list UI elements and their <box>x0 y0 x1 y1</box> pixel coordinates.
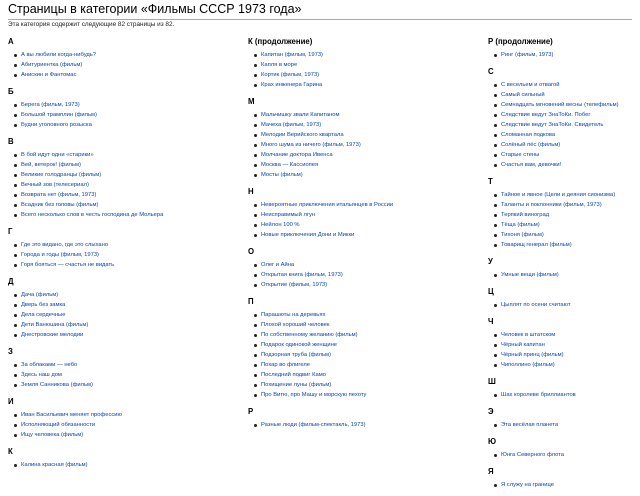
page-link[interactable]: Таланты и поклонники (фильм, 1973) <box>501 202 602 208</box>
page-link[interactable]: Молчание доктора Ивенса <box>261 152 333 158</box>
page-link[interactable]: Кортик (фильм, 1973) <box>261 72 320 78</box>
page-link[interactable]: Крах инженера Гарина <box>261 82 323 88</box>
list-item <box>488 100 640 110</box>
page-link[interactable]: Тихоня (фильм) <box>501 232 544 238</box>
list-item <box>248 150 468 160</box>
page-link[interactable]: Великие голодранцы (фильм) <box>21 172 102 178</box>
list-item <box>248 420 468 430</box>
group-letter-heading: Т <box>488 177 493 186</box>
list-item <box>8 100 228 110</box>
letter-group <box>248 246 468 290</box>
list-item <box>488 350 640 360</box>
page-link[interactable]: Самый сильный <box>501 92 545 98</box>
list-item <box>8 460 228 470</box>
list-item <box>8 170 228 180</box>
category-column-2 <box>248 36 468 436</box>
list-item <box>488 240 640 250</box>
page-link[interactable]: Анискин и Фантомас <box>21 72 77 78</box>
page-link[interactable]: Дети Ванюшина (фильм) <box>21 322 89 328</box>
page-link[interactable]: По собственному желанию (фильм) <box>261 332 358 338</box>
page-link[interactable]: Открытая книга (фильм, 1973) <box>261 272 343 278</box>
list-item <box>248 340 468 350</box>
page-link[interactable]: Тёща (фильм) <box>501 222 540 228</box>
list-item <box>488 300 640 310</box>
list-item <box>488 80 640 90</box>
letter-group <box>488 176 640 250</box>
page-link[interactable]: Олег и Айна <box>261 262 295 268</box>
group-letter-heading: Р <box>248 407 254 416</box>
page-link[interactable]: Возврата нет (фильм, 1973) <box>21 192 97 198</box>
list-item <box>8 380 228 390</box>
group-letter-heading: И <box>8 397 14 406</box>
page-link[interactable]: Абитуриентка (фильм) <box>21 62 83 68</box>
list-item <box>488 200 640 210</box>
letter-group <box>248 36 468 90</box>
page-list <box>8 240 228 270</box>
list-item <box>488 140 640 150</box>
list-item <box>248 220 468 230</box>
letter-group <box>488 316 640 370</box>
page-link[interactable]: Города и годы (фильм, 1973) <box>21 252 99 258</box>
page-link[interactable]: Где это видано, где это слыхано <box>21 242 109 248</box>
group-letter-heading: Ю <box>488 437 497 446</box>
letter-group <box>488 436 640 460</box>
list-item <box>488 190 640 200</box>
page-list <box>8 410 228 440</box>
page-link[interactable]: Разные люди (фильм-спектакль, 1973) <box>261 422 366 428</box>
list-item <box>8 60 228 70</box>
page-link[interactable]: Следствие ведут ЗнаТоКи. Побег <box>501 112 591 118</box>
page-link[interactable]: Калина красная (фильм) <box>21 462 88 468</box>
group-letter-heading: К (продолжение) <box>248 37 313 46</box>
list-item <box>488 220 640 230</box>
page-link[interactable]: Парашюты на деревьях <box>261 312 326 318</box>
letter-group <box>488 36 640 60</box>
letter-group <box>8 136 228 220</box>
group-letter-heading: Г <box>8 227 13 236</box>
list-item <box>488 390 640 400</box>
page-list <box>8 290 228 340</box>
page-link[interactable]: Дверь без замка <box>21 302 66 308</box>
list-item <box>8 70 228 80</box>
list-item <box>8 120 228 130</box>
page-link[interactable]: Берега (фильм, 1973) <box>21 102 80 108</box>
list-item <box>248 360 468 370</box>
page-list <box>488 480 640 490</box>
list-item <box>8 290 228 300</box>
page-link[interactable]: Дела сердечные <box>21 312 66 318</box>
letter-group <box>248 96 468 180</box>
page-link[interactable]: Вечный зов (телесериал) <box>21 182 89 188</box>
list-item <box>8 370 228 380</box>
list-item <box>488 110 640 120</box>
group-letter-heading: Н <box>248 187 254 196</box>
page-link[interactable]: Семнадцать мгновений весны (телефильм) <box>501 102 619 108</box>
group-letter-heading: Б <box>8 87 14 96</box>
list-item <box>8 310 228 320</box>
page-link[interactable]: Подарок одинокой женщине <box>261 342 338 348</box>
group-letter-heading: Я <box>488 467 494 476</box>
list-item <box>488 90 640 100</box>
group-letter-heading: З <box>8 347 13 356</box>
category-column-1 <box>8 36 228 476</box>
page-link[interactable]: Капитан (фильм, 1973) <box>261 52 323 58</box>
page-link[interactable]: Цыплят по осени считают <box>501 302 571 308</box>
page-list <box>248 310 468 400</box>
letter-group <box>8 226 228 270</box>
page-link[interactable]: Про Витю, про Машу и морскую пехоту <box>261 392 367 398</box>
list-item <box>248 80 468 90</box>
list-item <box>8 200 228 210</box>
page-link[interactable]: Днестровские мелодии <box>21 332 84 338</box>
page-link[interactable]: Подзорная труба (фильм) <box>261 352 331 358</box>
page-list <box>248 110 468 180</box>
letter-group <box>488 406 640 430</box>
page-link[interactable]: Счастья вам, девочки! <box>501 162 562 168</box>
page-link[interactable]: Мелодии Верийского квартала <box>261 132 344 138</box>
group-letter-heading: С <box>488 67 494 76</box>
page-link[interactable]: Следствие ведут ЗнаТоКи. Свидетель <box>501 122 604 128</box>
page-link[interactable]: Товарищ генерал (фильм) <box>501 242 572 248</box>
page-link[interactable]: Я служу на границе <box>501 482 555 488</box>
page-list <box>488 450 640 460</box>
list-item <box>488 120 640 130</box>
page-list <box>488 190 640 250</box>
list-item <box>8 240 228 250</box>
page-list <box>488 50 640 60</box>
page-link[interactable]: Невероятные приключения итальянцев в России <box>261 202 394 208</box>
list-item <box>248 160 468 170</box>
list-item <box>248 130 468 140</box>
page-link[interactable]: А вы любили когда-нибудь? <box>21 52 97 58</box>
page-link[interactable]: Ищу человека (фильм) <box>21 432 84 438</box>
page-link[interactable]: Дача (фильм) <box>21 292 59 298</box>
list-item <box>248 50 468 60</box>
list-item <box>8 250 228 260</box>
page-link[interactable]: Иван Васильевич меняет профессию <box>21 412 122 418</box>
page-link[interactable]: Новые приключения Дони и Микки <box>261 232 355 238</box>
page-link[interactable]: В бой идут одни «старики» <box>21 152 94 158</box>
page-link[interactable]: Нейлон 100 % <box>261 222 300 228</box>
list-item <box>248 140 468 150</box>
page-link[interactable]: Чиполлино (фильм) <box>501 362 555 368</box>
page-link[interactable]: Мачеха (фильм, 1973) <box>261 122 322 128</box>
page-link[interactable]: Неисправимый лгун <box>261 212 316 218</box>
page-link[interactable]: Большой трамплин (фильм) <box>21 112 97 118</box>
group-letter-heading: Э <box>488 407 494 416</box>
list-item <box>248 60 468 70</box>
list-item <box>488 360 640 370</box>
page-list <box>488 390 640 400</box>
page-link[interactable]: Вей, ветерок! (фильм) <box>21 162 81 168</box>
list-item <box>488 450 640 460</box>
letter-group <box>248 186 468 240</box>
page-link[interactable]: Умные вещи (фильм) <box>501 272 559 278</box>
page-link[interactable]: Ринг (фильм, 1973) <box>501 52 554 58</box>
page-link[interactable]: Чёрный принц (фильм) <box>501 352 564 358</box>
group-letter-heading: Р (продолжение) <box>488 37 553 46</box>
list-item <box>8 360 228 370</box>
list-item <box>8 50 228 60</box>
list-item <box>8 330 228 340</box>
letter-group <box>8 36 228 80</box>
letter-group <box>8 276 228 340</box>
list-item <box>8 300 228 310</box>
letter-group <box>488 286 640 310</box>
group-letter-heading: Д <box>8 277 14 286</box>
list-item <box>8 110 228 120</box>
group-letter-heading: В <box>8 137 14 146</box>
page-link[interactable]: Мосты (фильм) <box>261 172 303 178</box>
page-list <box>8 100 228 130</box>
page-link[interactable]: Много шума из ничего (фильм, 1973) <box>261 142 361 148</box>
group-letter-heading: М <box>248 97 255 106</box>
group-letter-heading: П <box>248 297 254 306</box>
list-item <box>8 320 228 330</box>
letter-group <box>488 66 640 170</box>
letter-group <box>248 406 468 430</box>
page-link[interactable]: Сломанная подкова <box>501 132 556 138</box>
page-list <box>488 80 640 170</box>
list-item <box>248 350 468 360</box>
page-link[interactable]: Земля Санникова (фильм) <box>21 382 93 388</box>
page-link[interactable]: Старые стены <box>501 152 540 158</box>
list-item <box>248 310 468 320</box>
letter-group <box>248 296 468 400</box>
page-link[interactable]: Человек в штатском <box>501 332 556 338</box>
list-item <box>488 230 640 240</box>
list-item <box>488 150 640 160</box>
list-item <box>248 110 468 120</box>
list-item <box>488 210 640 220</box>
page-title: Страницы в категории «Фильмы СССР 1973 года» <box>8 2 632 20</box>
page-list <box>488 270 640 280</box>
page-list <box>488 330 640 370</box>
page-link[interactable]: Шах королеве бриллиантов <box>501 392 576 398</box>
page-link[interactable]: Юнга Северного флота <box>501 452 564 458</box>
list-item <box>488 270 640 280</box>
page-list <box>248 420 468 430</box>
group-letter-heading: А <box>8 37 14 46</box>
category-column-3 <box>488 36 640 496</box>
page-list <box>248 50 468 90</box>
page-link[interactable]: Последний подвиг Камо <box>261 372 326 378</box>
group-letter-heading: О <box>248 247 255 256</box>
page-link[interactable]: Будни уголовного розыска <box>21 122 92 128</box>
page-list <box>8 460 228 470</box>
page-link[interactable]: Мальчишку звали Капитаном <box>261 112 340 118</box>
list-item <box>488 480 640 490</box>
page-list <box>8 150 228 220</box>
page-link[interactable]: За облаками — небо <box>21 362 78 368</box>
list-item <box>8 260 228 270</box>
page-link[interactable]: Похар во флигеле <box>261 362 310 368</box>
list-item <box>8 430 228 440</box>
page-link[interactable]: Плохой хороший человек <box>261 322 330 328</box>
group-letter-heading: К <box>8 447 13 456</box>
group-letter-heading: Ч <box>488 317 494 326</box>
group-letter-heading: Ц <box>488 287 494 296</box>
page-link[interactable]: Москва — Кассиопея <box>261 162 319 168</box>
list-item <box>248 120 468 130</box>
page-list <box>8 50 228 80</box>
list-item <box>248 380 468 390</box>
list-item <box>8 150 228 160</box>
page-link[interactable]: Эта весёлая планета <box>501 422 559 428</box>
page-link[interactable]: Чёрный капитан <box>501 342 545 348</box>
list-item <box>8 420 228 430</box>
page-link[interactable]: Терпкий виноград <box>501 212 550 218</box>
letter-group <box>488 376 640 400</box>
list-item <box>488 160 640 170</box>
letter-group <box>8 86 228 130</box>
list-item <box>248 200 468 210</box>
page-link[interactable]: Горя бояться — счастья не видать <box>21 262 115 268</box>
letter-group <box>488 466 640 490</box>
page-link[interactable]: С весельем и отвагой <box>501 82 560 88</box>
list-item <box>248 280 468 290</box>
list-item <box>248 370 468 380</box>
letter-group <box>8 396 228 440</box>
list-item <box>248 390 468 400</box>
page-list <box>8 360 228 390</box>
page-link[interactable]: Похищение луны (фильм) <box>261 382 332 388</box>
list-item <box>488 50 640 60</box>
list-item <box>488 420 640 430</box>
letter-group <box>8 446 228 470</box>
letter-group <box>8 346 228 390</box>
list-item <box>8 410 228 420</box>
page-link[interactable]: Всадник без головы (фильм) <box>21 202 99 208</box>
page-link[interactable]: Солёный пёс (фильм) <box>501 142 561 148</box>
list-item <box>8 180 228 190</box>
category-summary: Эта категория содержит следующие 82 страницы из 82. <box>8 21 175 28</box>
list-item <box>488 330 640 340</box>
list-item <box>248 230 468 240</box>
group-letter-heading: У <box>488 257 493 266</box>
page-link[interactable]: Здесь наш дом <box>21 372 62 378</box>
page-link[interactable]: Всего несколько слов в честь господина де Мольера <box>21 212 164 218</box>
page-link[interactable]: Капля в море <box>261 62 298 68</box>
list-item <box>488 130 640 140</box>
list-item <box>248 260 468 270</box>
list-item <box>248 270 468 280</box>
list-item <box>8 160 228 170</box>
list-item <box>8 190 228 200</box>
page-link[interactable]: Открытие (фильм, 1973) <box>261 282 328 288</box>
list-item <box>488 340 640 350</box>
group-letter-heading: Ш <box>488 377 496 386</box>
page-list <box>248 200 468 240</box>
page-link[interactable]: Исполняющий обязанности <box>21 422 96 428</box>
list-item <box>8 210 228 220</box>
list-item <box>248 170 468 180</box>
page-list <box>488 420 640 430</box>
list-item <box>248 320 468 330</box>
list-item <box>248 330 468 340</box>
page-list <box>248 260 468 290</box>
letter-group <box>488 256 640 280</box>
list-item <box>248 70 468 80</box>
page-link[interactable]: Тайное и явное (Цели и деяния сионизма) <box>501 192 616 198</box>
page-list <box>488 300 640 310</box>
list-item <box>248 210 468 220</box>
